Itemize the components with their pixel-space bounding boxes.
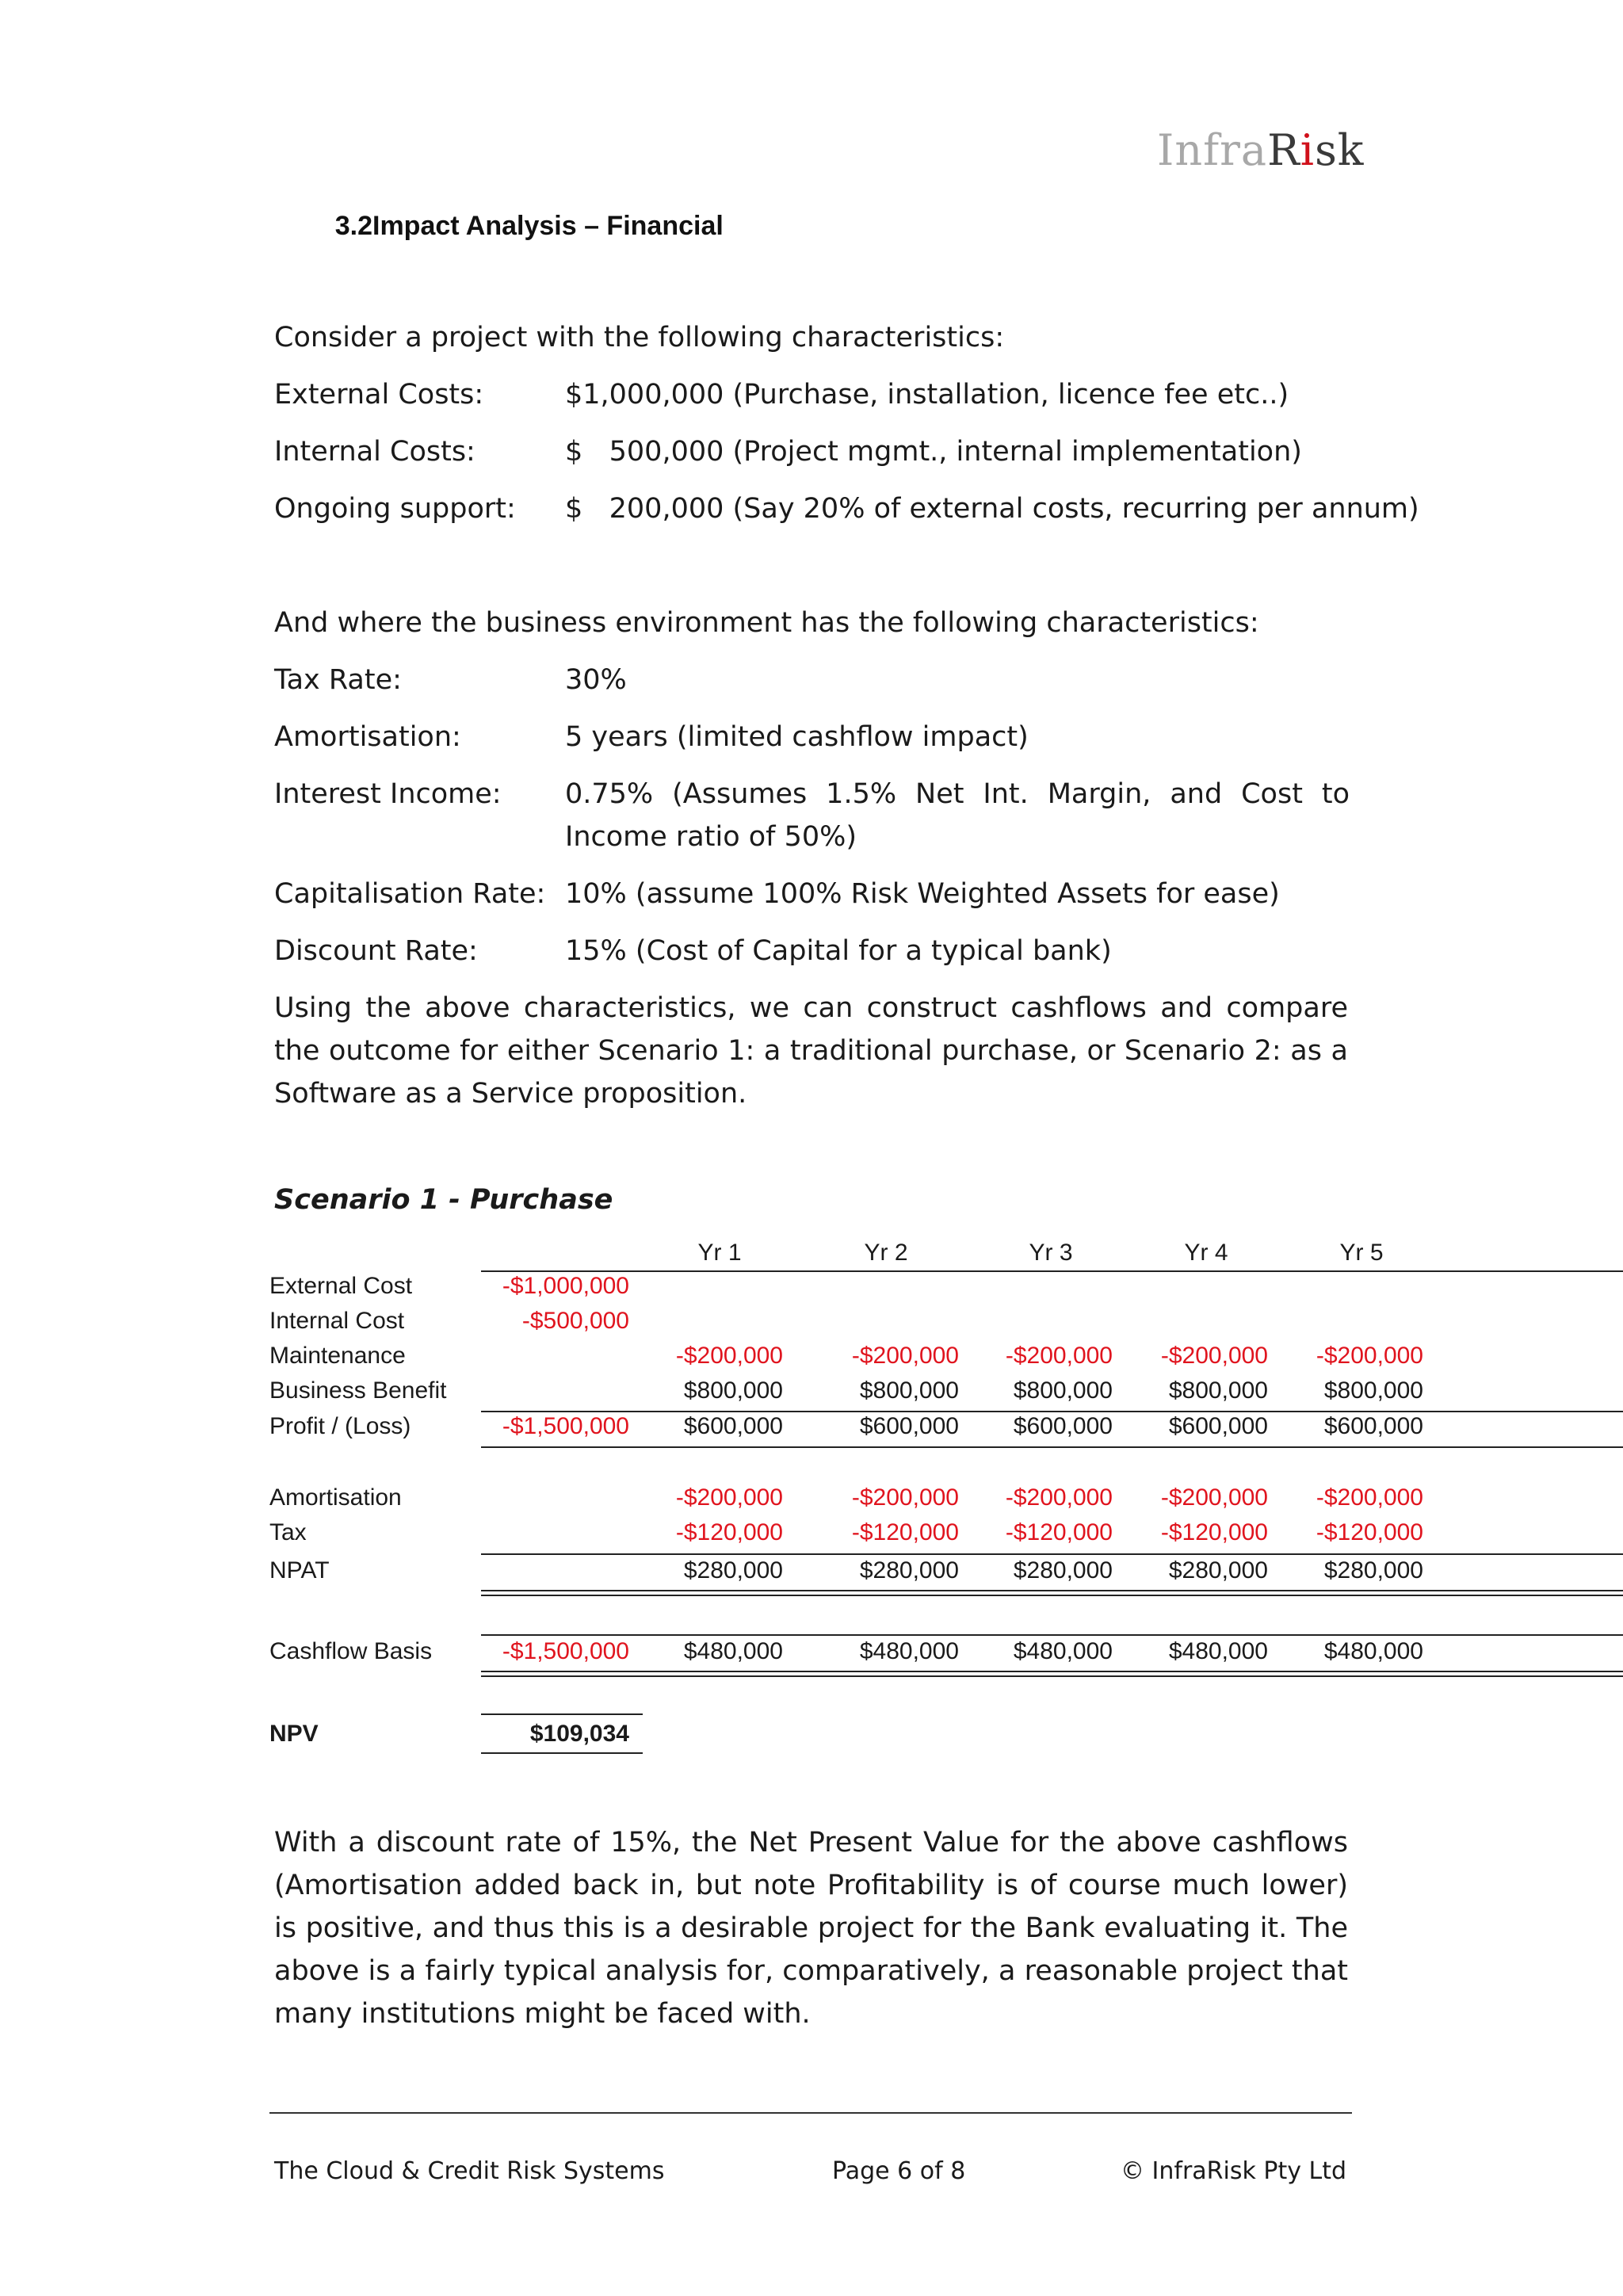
table-row-label: Amortisation bbox=[269, 1484, 402, 1511]
table-rule bbox=[481, 1553, 1623, 1555]
project-label-internal: Internal Costs: bbox=[274, 436, 475, 468]
table-rule bbox=[481, 1752, 643, 1754]
table-cell-year: $280,000 bbox=[1013, 1557, 1113, 1584]
footer-copyright: © InfraRisk Pty Ltd bbox=[1121, 2157, 1347, 2185]
table-cell-initial: -$1,000,000 bbox=[502, 1273, 629, 1299]
table-rule bbox=[481, 1634, 1623, 1636]
table-cell-year: $600,000 bbox=[683, 1413, 783, 1439]
table-cell-year: -$200,000 bbox=[1316, 1343, 1423, 1369]
table-cell-year: -$200,000 bbox=[851, 1343, 959, 1369]
table-cell-year: -$120,000 bbox=[1005, 1519, 1113, 1545]
infrarisk-logo bbox=[1157, 125, 1365, 175]
table-cell-initial: -$500,000 bbox=[521, 1308, 629, 1334]
section-heading bbox=[274, 211, 724, 242]
table-year-header: Yr 2 bbox=[864, 1240, 908, 1266]
table-cell-year: $480,000 bbox=[1323, 1638, 1423, 1664]
table-cell-year: $800,000 bbox=[683, 1377, 783, 1404]
table-cell-year: -$200,000 bbox=[851, 1484, 959, 1511]
env-value-tax: 30% bbox=[565, 664, 627, 696]
table-rule bbox=[481, 1590, 1623, 1591]
table-cell-year: -$200,000 bbox=[1160, 1343, 1268, 1369]
table-rule bbox=[481, 1675, 1623, 1677]
using-paragraph: Using the above characteristics, we can construct cashflows and compare the outcome for either Scenario 1: a traditional purchase, or Scenario 2: as a Software as a Service proposition. bbox=[274, 992, 1348, 1110]
table-year-header: Yr 5 bbox=[1339, 1240, 1384, 1266]
env-value-discount: 15% (Cost of Capital for a typical bank) bbox=[565, 935, 1112, 967]
table-row-label: Business Benefit bbox=[269, 1377, 447, 1404]
table-cell-year: $280,000 bbox=[1168, 1557, 1268, 1584]
conclusion-paragraph: With a discount rate of 15%, the Net Present Value for the above cashflows (Amortisation added back in, but note Profitability is of course much lower) is positive, and thus this is a desirable project for the Bank evaluating it. The above is a fairly typical analysis for, comparatively, a reasonable project that many institutions might be faced with. bbox=[274, 1827, 1348, 2030]
table-cell-year: $800,000 bbox=[1013, 1377, 1113, 1404]
table-cell-year: -$200,000 bbox=[675, 1484, 783, 1511]
table-year-header: Yr 1 bbox=[697, 1240, 742, 1266]
footer-left: The Cloud & Credit Risk Systems bbox=[274, 2157, 665, 2185]
env-label-tax: Tax Rate: bbox=[274, 664, 402, 696]
section-title: Impact Analysis – Financial bbox=[372, 211, 724, 241]
intro-text: Consider a project with the following characteristics: bbox=[274, 322, 1005, 353]
table-cell-year: $280,000 bbox=[859, 1557, 959, 1584]
table-cell-year: $480,000 bbox=[1013, 1638, 1113, 1664]
env-label-amortisation: Amortisation: bbox=[274, 721, 461, 753]
project-label-external: External Costs: bbox=[274, 379, 484, 411]
table-cell-year: -$200,000 bbox=[1316, 1484, 1423, 1511]
table-cell-initial: -$1,500,000 bbox=[502, 1413, 629, 1439]
table-row-label: Tax bbox=[269, 1519, 307, 1545]
footer-rule bbox=[269, 2112, 1352, 2114]
table-row-label: Internal Cost bbox=[269, 1308, 405, 1334]
npv-value: $109,034 bbox=[529, 1721, 629, 1747]
logo-part-infra: Infra bbox=[1157, 125, 1268, 175]
table-rule bbox=[481, 1411, 1623, 1412]
logo-part-sk: sk bbox=[1315, 125, 1365, 175]
table-cell-year: -$200,000 bbox=[675, 1343, 783, 1369]
section-number: 3.2 bbox=[334, 211, 372, 241]
table-rule bbox=[481, 1671, 1623, 1672]
table-cell-year: $480,000 bbox=[859, 1638, 959, 1664]
table-row-label: Profit / (Loss) bbox=[269, 1413, 411, 1439]
table-cell-year: -$120,000 bbox=[851, 1519, 959, 1545]
scenario-title: Scenario 1 - Purchase bbox=[274, 1184, 613, 1216]
table-cell-year: $600,000 bbox=[859, 1413, 959, 1439]
table-row-label: Maintenance bbox=[269, 1343, 406, 1369]
table-cell-year: $480,000 bbox=[683, 1638, 783, 1664]
table-cell-year: -$120,000 bbox=[1316, 1519, 1423, 1545]
footer-page-number: Page 6 of 8 bbox=[832, 2157, 966, 2185]
table-cell-year: $280,000 bbox=[683, 1557, 783, 1584]
table-cell-year: $800,000 bbox=[1323, 1377, 1423, 1404]
table-cell-year: $280,000 bbox=[1323, 1557, 1423, 1584]
table-cell-year: $600,000 bbox=[1168, 1413, 1268, 1439]
table-rule bbox=[481, 1595, 1623, 1596]
env-label-interest: Interest Income: bbox=[274, 778, 502, 810]
project-value-external: $1,000,000 (Purchase, installation, licence fee etc..) bbox=[565, 379, 1289, 411]
table-rule bbox=[481, 1713, 643, 1715]
table-cell-year: $600,000 bbox=[1013, 1413, 1113, 1439]
env-label-discount: Discount Rate: bbox=[274, 935, 478, 967]
table-cell-year: -$200,000 bbox=[1160, 1484, 1268, 1511]
env-value-capitalisation: 10% (assume 100% Risk Weighted Assets for ease) bbox=[565, 878, 1280, 910]
env-value-amortisation: 5 years (limited cashflow impact) bbox=[565, 721, 1029, 753]
table-cell-year: -$200,000 bbox=[1005, 1484, 1113, 1511]
table-rule bbox=[481, 1446, 1623, 1448]
table-cell-year: $800,000 bbox=[859, 1377, 959, 1404]
project-value-internal: $ 500,000 (Project mgmt., internal implementation) bbox=[565, 436, 1302, 468]
table-cell-year: $600,000 bbox=[1323, 1413, 1423, 1439]
env-value-interest: 0.75% (Assumes 1.5% Net Int. Margin, and Cost to Income ratio of 50%) bbox=[565, 778, 1350, 853]
logo-part-i: i bbox=[1300, 125, 1316, 175]
table-cell-year: -$200,000 bbox=[1005, 1343, 1113, 1369]
project-label-support: Ongoing support: bbox=[274, 493, 516, 525]
table-row-label: Cashflow Basis bbox=[269, 1638, 433, 1664]
logo-part-r: R bbox=[1267, 125, 1300, 175]
table-cell-year: $800,000 bbox=[1168, 1377, 1268, 1404]
env-intro-text: And where the business environment has the following characteristics: bbox=[274, 607, 1259, 639]
project-value-support: $ 200,000 (Say 20% of external costs, recurring per annum) bbox=[565, 493, 1419, 525]
npv-label: NPV bbox=[269, 1721, 319, 1747]
table-row-label: NPAT bbox=[269, 1557, 330, 1584]
table-cell-year: -$120,000 bbox=[1160, 1519, 1268, 1545]
table-year-header: Yr 3 bbox=[1029, 1240, 1073, 1266]
table-rule bbox=[481, 1270, 1623, 1272]
env-label-capitalisation: Capitalisation Rate: bbox=[274, 878, 546, 910]
table-cell-year: -$120,000 bbox=[675, 1519, 783, 1545]
table-year-header: Yr 4 bbox=[1184, 1240, 1228, 1266]
table-cell-year: $480,000 bbox=[1168, 1638, 1268, 1664]
table-cell-initial: -$1,500,000 bbox=[502, 1638, 629, 1664]
table-row-label: External Cost bbox=[269, 1273, 413, 1299]
